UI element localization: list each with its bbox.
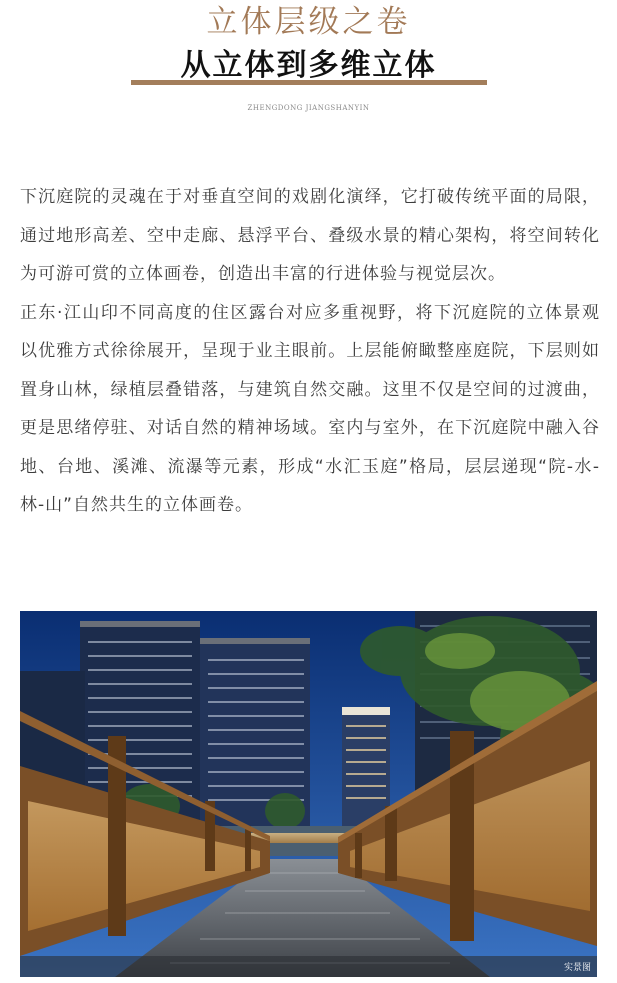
section-subtitle: 从立体到多维立体 bbox=[180, 48, 437, 83]
article-body bbox=[20, 178, 600, 525]
article-paragraph-2: 正东·江山印不同高度的住区露台对应多重视野，将下沉庭院的立体景观以优雅方式徐徐展开，呈现于业主眼前。上层能俯瞰整座庭院，下层则如置身山林，绿植层叠错落，与建筑自然交融。这里不仅是空间的过渡曲，更是思绪停驻、对话自然的精神场域。室内与室外，在下沉庭院中融入谷地、台地、溪滩、流瀑等元素，形成“水汇玉庭”格局，层层递现“院-水-林-山”自然共生的立体画卷。 bbox=[20, 302, 600, 515]
section-header bbox=[0, 0, 617, 120]
photo-tag: 实景图 bbox=[563, 963, 591, 973]
section-caption: ZHENGDONG JIANGSHANYIN bbox=[247, 104, 370, 112]
courtyard-photo bbox=[20, 611, 597, 977]
section-title: 立体层级之卷 bbox=[206, 4, 411, 40]
building-distant-tower bbox=[342, 707, 390, 828]
courtyard-photo-illustration bbox=[20, 611, 597, 977]
article-paragraph-1: 下沉庭院的灵魂在于对垂直空间的戏剧化演绎，它打破传统平面的局限，通过地形高差、空中走廊、悬浮平台、叠级水景的精心架构，将空间转化为可游可赏的立体画卷，创造出丰富的行进体验与视觉层次。 bbox=[20, 187, 600, 284]
